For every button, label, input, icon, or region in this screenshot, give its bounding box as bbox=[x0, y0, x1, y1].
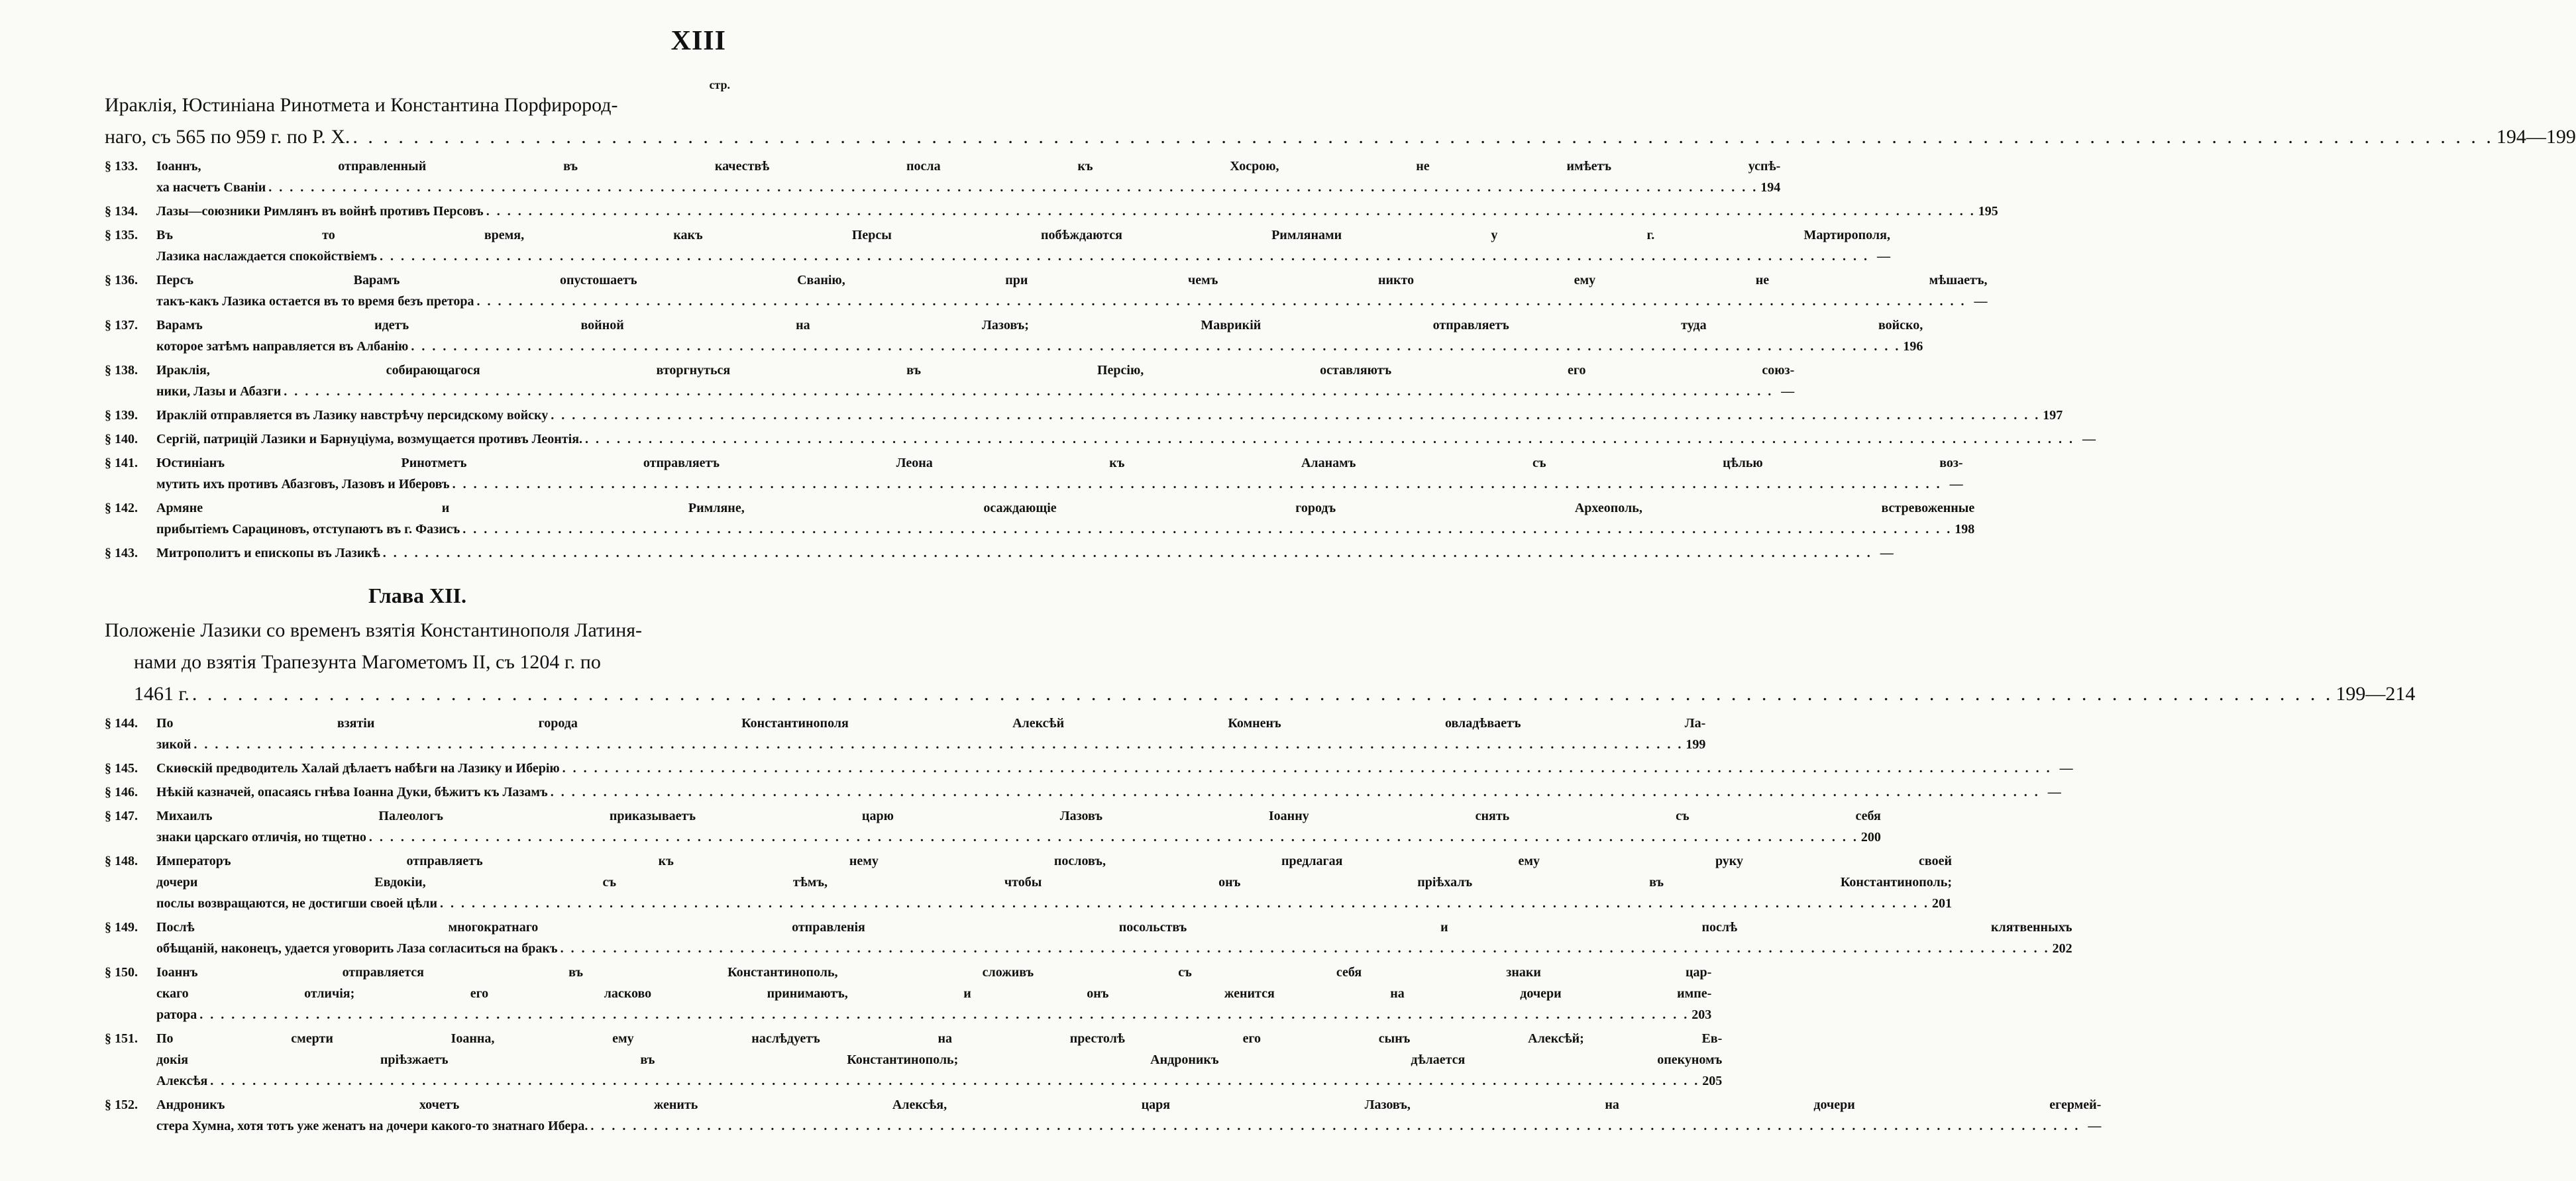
entry-last-line bbox=[156, 336, 1923, 357]
leader-dots bbox=[563, 758, 2052, 779]
page-ref: — bbox=[2047, 785, 2061, 799]
page-ref: 203 bbox=[1691, 1007, 1712, 1022]
page-ref: 201 bbox=[1931, 896, 1952, 911]
section-number: § 142. bbox=[105, 501, 138, 515]
entry-last-line bbox=[156, 291, 1988, 312]
entry-line-text: зикой bbox=[156, 737, 191, 752]
entry-last-line bbox=[156, 827, 1881, 848]
chapter-11-title-line: Ираклія, Юстиніана Ринотмета и Константина Порфирород- bbox=[105, 94, 618, 116]
entry-text bbox=[156, 360, 1794, 402]
toc-entry bbox=[105, 360, 1795, 402]
entry-line-text: ники, Лазы и Абазги bbox=[156, 384, 282, 399]
chapter-12-pages: 199—214 bbox=[2335, 683, 2416, 705]
leader-dots bbox=[380, 246, 1869, 267]
entry-line: Андроникъ хочетъ женить Алексѣя, царя Лазовъ, на дочери егермей- bbox=[156, 1098, 2102, 1112]
leader-dots bbox=[193, 734, 1683, 755]
entry-text bbox=[156, 542, 1894, 564]
entry-last-line bbox=[156, 758, 2073, 779]
toc-entry bbox=[105, 758, 2073, 779]
entry-line: Михаилъ Палеологъ приказываетъ царю Лазовъ Іоанну снять съ себя bbox=[156, 809, 1881, 823]
toc-entry bbox=[105, 962, 1712, 1025]
chapter-12-title-line: нами до взятія Трапезунта Магометомъ II, съ 1204 г. по bbox=[134, 651, 601, 673]
entry-line-text: Ираклій отправляется въ Лазику навстрѣчу персидскому войску bbox=[156, 408, 549, 423]
toc-entry bbox=[105, 270, 1988, 312]
leader-dots bbox=[383, 542, 1872, 564]
section-number: § 144. bbox=[105, 716, 138, 731]
leader-dots bbox=[561, 938, 2050, 959]
entry-last-line bbox=[156, 474, 1963, 495]
entry-text bbox=[156, 156, 1780, 198]
page-ref: 196 bbox=[1903, 339, 1923, 354]
leader-dots bbox=[199, 1004, 1689, 1025]
toc-entry bbox=[105, 225, 1890, 267]
section-number: § 133. bbox=[105, 159, 138, 174]
page-ref: 195 bbox=[1978, 204, 1998, 219]
page-ref: — bbox=[2059, 761, 2073, 776]
entry-line-text: знаки царскаго отличія, но тщетно bbox=[156, 830, 366, 845]
entry-line: Армяне и Римляне, осаждающіе городъ Археополь, встревоженные bbox=[156, 501, 1975, 515]
entry-line-text: Сергій, патрицій Лазики и Барнуціума, возмущается противъ Леонтія. bbox=[156, 432, 583, 446]
chapter-11-pages: 194—199 bbox=[2496, 126, 2576, 148]
chapter-11-title bbox=[105, 89, 2576, 153]
page-ref: 197 bbox=[2043, 408, 2063, 423]
leader-dots bbox=[486, 201, 1976, 222]
section-number: § 135. bbox=[105, 228, 138, 242]
entry-line: докія пріѣзжаетъ въ Константинополь; Андроникъ дѣлается опекуномъ bbox=[156, 1053, 1723, 1067]
entry-line: Варамъ идетъ войной на Лазовъ; Маврикій отправляетъ туда войско, bbox=[156, 318, 1923, 333]
page-ref: 198 bbox=[1955, 522, 1975, 537]
toc-entry bbox=[105, 315, 1923, 357]
entry-text bbox=[156, 962, 1711, 1025]
page-ref: 199 bbox=[1686, 737, 1706, 752]
leader-dots bbox=[369, 827, 1858, 848]
entry-text bbox=[156, 201, 1998, 222]
toc-entry bbox=[105, 782, 2061, 803]
leader-dots bbox=[551, 405, 2040, 426]
toc-entry bbox=[105, 405, 2063, 426]
chapter-12-title bbox=[105, 615, 2416, 710]
section-number: § 151. bbox=[105, 1031, 138, 1046]
leader-dots bbox=[284, 381, 1773, 402]
section-list-2 bbox=[105, 713, 2102, 1137]
entry-line-text: Лазика наслаждается спокойствіемъ bbox=[156, 249, 377, 264]
entry-last-line bbox=[156, 201, 1998, 222]
table-of-contents bbox=[105, 89, 2576, 1137]
entry-line-text: ха насчетъ Сваніи bbox=[156, 180, 266, 195]
entry-line-text: Митрополитъ и епископы въ Лазикѣ bbox=[156, 546, 380, 560]
toc-entry bbox=[105, 917, 2072, 959]
entry-text bbox=[156, 713, 1705, 755]
entry-last-line bbox=[156, 381, 1794, 402]
entry-line-text: Лазы—союзники Римлянъ въ войнѣ противъ Персовъ bbox=[156, 204, 484, 219]
section-number: § 136. bbox=[105, 273, 138, 287]
entry-line: Императоръ отправляетъ къ нему пословъ, предлагая ему руку своей bbox=[156, 854, 1952, 868]
entry-line: По взятіи города Константинополя Алексѣй Комненъ овладѣваетъ Ла- bbox=[156, 716, 1706, 731]
toc-entry bbox=[105, 452, 1963, 495]
entry-last-line bbox=[156, 429, 2096, 450]
toc-entry bbox=[105, 850, 1952, 914]
entry-last-line bbox=[156, 542, 1894, 564]
toc-entry bbox=[105, 805, 1881, 848]
page-ref: — bbox=[1880, 546, 1894, 560]
leader-dots bbox=[411, 336, 1900, 357]
entry-last-line bbox=[156, 405, 2063, 426]
leader-dots bbox=[551, 782, 2040, 803]
entry-line-text: которое затѣмъ направляется въ Албанію bbox=[156, 339, 409, 354]
entry-line-text: такъ-какъ Лазика остается въ то время безъ претора bbox=[156, 294, 474, 309]
chapter-12-heading: Глава XII. bbox=[368, 584, 466, 607]
entry-line: Персъ Варамъ опустошаетъ Сванію, при чемъ никто ему не мѣшаетъ, bbox=[156, 273, 1988, 287]
leader-dots bbox=[453, 474, 1942, 495]
leader-dots bbox=[477, 291, 1966, 312]
leader-dots bbox=[352, 121, 2494, 153]
section-number: § 145. bbox=[105, 761, 138, 776]
toc-entry bbox=[105, 1094, 2102, 1137]
chapter-12-title-line: Положеніе Лазики со временъ взятія Константинополя Латиня- bbox=[105, 619, 643, 641]
entry-line-text: стера Хумна, хотя тотъ уже женатъ на дочери какого-то знатнаго Ибера. bbox=[156, 1119, 588, 1133]
section-number: § 138. bbox=[105, 363, 138, 378]
entry-text bbox=[156, 1028, 1722, 1092]
page-column-label: стр. bbox=[709, 78, 730, 91]
entry-text bbox=[156, 850, 1952, 914]
section-number: § 134. bbox=[105, 204, 138, 219]
entry-last-line bbox=[156, 893, 1952, 914]
chapter-11-title-line: наго, съ 565 по 959 г. по Р. Х. . . . 194—199 bbox=[105, 121, 730, 153]
leader-dots bbox=[268, 177, 1758, 198]
section-number: § 149. bbox=[105, 920, 138, 935]
page-ref: — bbox=[1876, 249, 1890, 264]
page-ref: — bbox=[2082, 432, 2096, 446]
toc-entry bbox=[105, 542, 1894, 564]
entry-text bbox=[156, 805, 1881, 848]
entry-text bbox=[156, 782, 2061, 803]
entry-text bbox=[156, 497, 1974, 540]
entry-text bbox=[156, 225, 1890, 267]
section-number: § 146. bbox=[105, 785, 138, 799]
entry-text bbox=[156, 405, 2063, 426]
page-ref: — bbox=[1949, 477, 1963, 491]
page-number: XIII bbox=[671, 26, 726, 56]
page-ref: 200 bbox=[1860, 830, 1881, 845]
entry-last-line bbox=[156, 1070, 1722, 1092]
toc-entry bbox=[105, 1028, 1723, 1092]
entry-line-text: Скиѳскій предводитель Халай дѣлаетъ набѣги на Лазику и Иберію bbox=[156, 761, 560, 776]
section-number: § 150. bbox=[105, 965, 138, 980]
leader-dots bbox=[585, 429, 2074, 450]
entry-line-text: мутить ихъ противъ Абазговъ, Лазовъ и Иберовъ bbox=[156, 477, 450, 491]
entry-line: Послѣ многократнаго отправленія посольствъ и послѣ клятвенныхъ bbox=[156, 920, 2072, 935]
entry-line: По смерти Іоанна, ему наслѣдуетъ на престолѣ его сынъ Алексѣй; Ев- bbox=[156, 1031, 1723, 1046]
entry-text bbox=[156, 758, 2073, 779]
section-number: § 143. bbox=[105, 546, 138, 560]
entry-last-line bbox=[156, 177, 1780, 198]
entry-text bbox=[156, 315, 1923, 357]
entry-line: Ираклія, собирающагося вторгнуться въ Персію, оставляютъ его союз- bbox=[156, 363, 1795, 378]
entry-line-text: обѣщаній, наконецъ, удается уговорить Лаза согласиться на бракъ bbox=[156, 941, 558, 956]
entry-last-line bbox=[156, 1115, 2101, 1137]
entry-line: Въ то время, какъ Персы побѣждаются Римлянами у г. Мартирополя, bbox=[156, 228, 1890, 242]
leader-dots bbox=[210, 1070, 1699, 1092]
section-list-1 bbox=[105, 156, 2096, 564]
toc-entry bbox=[105, 201, 1998, 222]
entry-line: скаго отличія; его ласково принимаютъ, и онъ женится на дочери импе- bbox=[156, 986, 1712, 1001]
section-number: § 148. bbox=[105, 854, 138, 868]
entry-last-line bbox=[156, 1004, 1711, 1025]
page-ref: 202 bbox=[2052, 941, 2072, 956]
entry-text bbox=[156, 270, 1988, 312]
toc-entry bbox=[105, 497, 1975, 540]
toc-entry bbox=[105, 156, 1781, 198]
entry-line-text: прибытіемъ Сарациновъ, отступаютъ въ г. Фазисъ bbox=[156, 522, 460, 537]
leader-dots bbox=[462, 519, 1952, 540]
section-number: § 139. bbox=[105, 408, 138, 423]
entry-line-text: ратора bbox=[156, 1007, 197, 1022]
entry-line-text: Нѣкій казначей, опасаясь гнѣва Іоанна Дуки, бѣжитъ къ Лазамъ bbox=[156, 785, 548, 799]
leader-dots bbox=[192, 678, 2334, 710]
entry-text bbox=[156, 452, 1963, 495]
toc-entry bbox=[105, 429, 2096, 450]
page-ref: — bbox=[1781, 384, 1795, 399]
entry-text bbox=[156, 917, 2072, 959]
entry-last-line bbox=[156, 519, 1974, 540]
section-number: § 140. bbox=[105, 432, 138, 446]
leader-dots bbox=[440, 893, 1929, 914]
entry-text bbox=[156, 429, 2096, 450]
page-ref: — bbox=[1974, 294, 1988, 309]
entry-line-text: Алексѣя bbox=[156, 1074, 208, 1088]
toc-entry bbox=[105, 713, 1706, 755]
section-number: § 152. bbox=[105, 1098, 138, 1112]
entry-last-line bbox=[156, 246, 1890, 267]
entry-last-line bbox=[156, 938, 2072, 959]
entry-text bbox=[156, 1094, 2101, 1137]
page-ref: 194 bbox=[1760, 180, 1781, 195]
chapter-12-title-line: 1461 г. . . . 199—214 bbox=[105, 678, 730, 710]
section-number: § 141. bbox=[105, 456, 138, 470]
entry-line: Юстиніанъ Ринотметъ отправляетъ Леона къ Аланамъ съ цѣлью воз- bbox=[156, 456, 1963, 470]
page-ref: 205 bbox=[1702, 1074, 1723, 1088]
entry-last-line bbox=[156, 782, 2061, 803]
entry-line: Іоаннъ, отправленный въ качествѣ посла къ Хосрою, не имѣетъ успѣ- bbox=[156, 159, 1781, 174]
entry-last-line bbox=[156, 734, 1705, 755]
entry-line: Іоаннъ отправляется въ Константинополь, сложивъ съ себя знаки цар- bbox=[156, 965, 1712, 980]
entry-line-text: послы возвращаются, не достигши своей цѣли bbox=[156, 896, 437, 911]
page-ref: — bbox=[2088, 1119, 2102, 1133]
leader-dots bbox=[590, 1115, 2080, 1137]
entry-line: дочери Евдокіи, съ тѣмъ, чтобы онъ пріѣхалъ въ Константинополь; bbox=[156, 875, 1952, 890]
section-number: § 147. bbox=[105, 809, 138, 823]
section-number: § 137. bbox=[105, 318, 138, 333]
